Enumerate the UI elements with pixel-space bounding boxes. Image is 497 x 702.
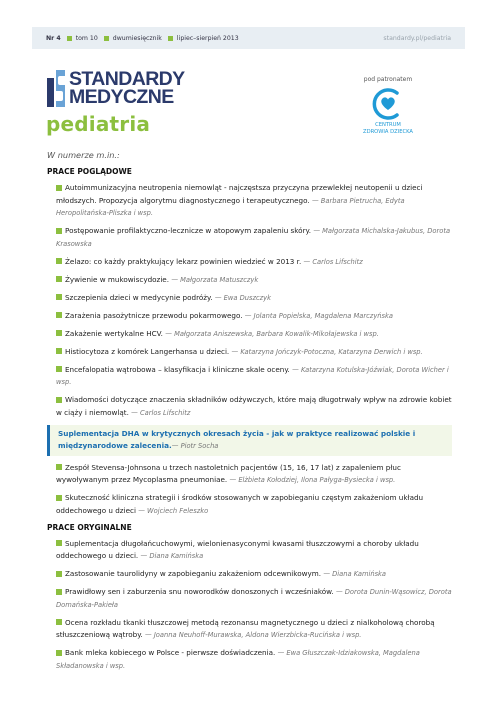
article-item[interactable]	[56, 364, 452, 389]
article-authors: — Diana Kamińska	[323, 570, 387, 578]
patron-line-2: ZDROWIA DZIECKA	[363, 129, 413, 135]
green-bullet-icon	[56, 397, 62, 403]
article-item[interactable]	[56, 462, 452, 487]
patron-name	[352, 122, 424, 136]
section-title-reviews: PRACE POGLĄDOWE	[47, 167, 132, 176]
article-authors: — Małgorzata Michalska-Jakubus, Dorota Krasowska	[56, 227, 451, 248]
article-item[interactable]	[56, 310, 452, 323]
green-bullet-icon	[56, 571, 62, 577]
article-item[interactable]	[56, 346, 452, 359]
article-item[interactable]	[56, 538, 452, 563]
article-title: Szczepienia dzieci w medycynie podróży.	[65, 292, 213, 302]
patronage-block	[352, 76, 424, 136]
article-title: Postępowanie profilaktyczno-lecznicze w atopowym zapaleniu skóry.	[65, 226, 312, 235]
article-authors: — Dorota Dunin-Wąsowicz, Dorota Domańska-Pakieła	[56, 588, 452, 609]
issue-date: lipiec–sierpień 2013	[176, 34, 239, 42]
article-authors: — Ewa Duszczyk	[214, 293, 271, 302]
article-title: Wiadomości dotyczące znaczenia składników odżywczych, które mają długotrwały wpływ na zdrowie kobiet w ciąży i niemowląt.	[56, 395, 452, 417]
article-title: Bank mleka kobiecego w Polsce - pierwsze doświadczenia.	[65, 648, 276, 657]
intro-text: W numerze m.in.:	[47, 150, 120, 160]
standardy-medyczne-logo	[47, 70, 185, 107]
patronage-label: pod patronatem	[363, 76, 413, 83]
article-authors: — Diana Kamińska	[140, 552, 204, 560]
article-title: Żywienie w mukowiscydozie.	[65, 274, 170, 284]
green-square-icon	[104, 36, 109, 41]
green-bullet-icon	[56, 495, 62, 501]
logo-line-2: MEDYCZNE	[69, 86, 174, 108]
issue-info	[46, 35, 239, 42]
green-square-icon	[67, 36, 72, 41]
article-item[interactable]	[56, 617, 452, 642]
article-item[interactable]	[56, 328, 452, 341]
article-item[interactable]	[56, 182, 452, 220]
article-authors: — Jolanta Popielska, Magdalena Marczyńska	[244, 311, 393, 320]
logo-line-1: STANDARDY	[69, 68, 185, 90]
article-title: Zakażenie wertykalne HCV.	[65, 328, 163, 338]
article-authors: — Małgorzata Aniszewska, Barbara Kowalik-Mikołajewska i wsp.	[165, 329, 379, 338]
logo-mark-icon	[47, 70, 65, 107]
green-bullet-icon	[56, 258, 62, 264]
logo-wordmark	[69, 70, 185, 106]
green-bullet-icon	[56, 276, 62, 282]
article-item[interactable]	[56, 647, 452, 672]
green-bullet-icon	[56, 312, 62, 318]
article-item[interactable]	[56, 394, 452, 419]
issue-number: Nr 4	[46, 34, 61, 42]
green-bullet-icon	[56, 619, 62, 625]
article-authors: — Małgorzata Matuszczyk	[171, 275, 259, 284]
site-url-link[interactable]: standardy.pl/pediatria	[383, 34, 451, 42]
article-title: Żelazo: co każdy praktykujący lekarz powinien wiedzieć w 2013 r.	[65, 256, 302, 266]
green-bullet-icon	[56, 330, 62, 336]
article-item[interactable]	[56, 274, 452, 287]
article-title: Ocena rozkładu tkanki tłuszczowej metodą rezonansu magnetycznego u dzieci z nialkoholową chorobą stłuszczeniową wątroby.	[56, 617, 435, 639]
article-title: Prawidłowy sen i zaburzenia snu noworodków donoszonych i wcześniaków.	[65, 587, 334, 596]
table-of-contents	[47, 167, 452, 678]
article-item[interactable]	[56, 492, 452, 517]
article-authors: — Ewa Głuszczak-Idziakowska, Magdalena Składanowska i wsp.	[56, 649, 420, 670]
article-authors: — Katarzyna Jończyk-Potoczna, Katarzyna Derwich i wsp.	[231, 347, 423, 356]
green-bullet-icon	[56, 589, 62, 595]
article-item[interactable]	[56, 568, 452, 581]
article-title: Histiocytoza z komórek Langerhansa u dzieci.	[65, 346, 230, 356]
article-authors: — Barbara Pietrucha, Edyta Heropolitańska-Pliszka i wsp.	[56, 196, 405, 217]
green-bullet-icon	[56, 540, 62, 546]
article-authors: — Katarzyna Kotulska-Jóźwiak, Dorota Wicher i wsp.	[56, 365, 449, 386]
issue-bar	[32, 27, 465, 49]
green-bullet-icon	[56, 185, 62, 191]
article-authors: — Joanna Neuhoff-Murawska, Aldona Wierzbicka-Rucińska i wsp.	[145, 631, 362, 639]
article-item[interactable]	[56, 586, 452, 611]
journal-subtitle: pediatria	[46, 112, 151, 136]
green-bullet-icon	[56, 228, 62, 234]
article-authors: — Elżbieta Kołodziej, Ilona Pałyga-Bysiecka i wsp.	[229, 476, 396, 484]
article-title: Autoimmunizacyjna neutropenia niemowląt - najczęstsza przyczyna przewlekłej neutopenii u dzieci młodszych. Propozycja algorytmu diagnostycznego i terapeutycznego.	[56, 183, 423, 205]
article-title: Skuteczność kliniczna strategii i środków stosowanych w zapobieganiu częstym zakażeniom układu oddechowego u dzieci	[56, 493, 424, 515]
article-title: Encefalopatia wątrobowa – klasyfikacja i kliniczne skale oceny.	[65, 364, 290, 374]
article-title: Zastosowanie taurolidyny w zapobieganiu zakażeniom odcewnikowym.	[65, 569, 322, 578]
section-title-original: PRACE ORYGINALNE	[47, 522, 132, 532]
article-item[interactable]	[56, 225, 452, 250]
issue-volume: tom 10	[75, 34, 98, 42]
article-title: Zarażenia pasożytnicze przewodu pokarmowego.	[65, 310, 243, 320]
article-item[interactable]	[56, 292, 452, 305]
article-authors: — Wojciech Feleszko	[138, 506, 209, 515]
green-bullet-icon	[56, 294, 62, 300]
article-authors: — Carlos Lifschitz	[303, 257, 363, 266]
featured-article-title: Suplementacja DHA w krytycznych okresach życia - jak w praktyce realizować polskie i międzynarodowe zalecenia.	[58, 428, 416, 450]
article-authors: — Carlos Lifschitz	[131, 408, 191, 417]
featured-article[interactable]	[47, 425, 452, 456]
article-title: Zespół Stevensa-Johnsona u trzech nastoletnich pacjentów (15, 16, 17 lat) z zapaleniem płuc wywoływanym przez Mycoplasma pneumoniae.	[56, 462, 401, 484]
green-square-icon	[168, 36, 173, 41]
article-item[interactable]	[56, 256, 452, 269]
featured-article-authors: — Piotr Socha	[171, 442, 219, 450]
article-title: Suplementacja długołańcuchowymi, wielonienasyconymi kwasami tłuszczowymi a choroby układu oddechowego u dzieci.	[56, 538, 419, 560]
green-bullet-icon	[56, 650, 62, 656]
issue-frequency: dwumiesięcznik	[112, 34, 162, 42]
green-bullet-icon	[56, 366, 62, 372]
green-bullet-icon	[56, 464, 62, 470]
patron-line-1: CENTRUM	[375, 122, 401, 128]
czd-heart-logo-icon	[371, 87, 405, 121]
green-bullet-icon	[56, 348, 62, 354]
